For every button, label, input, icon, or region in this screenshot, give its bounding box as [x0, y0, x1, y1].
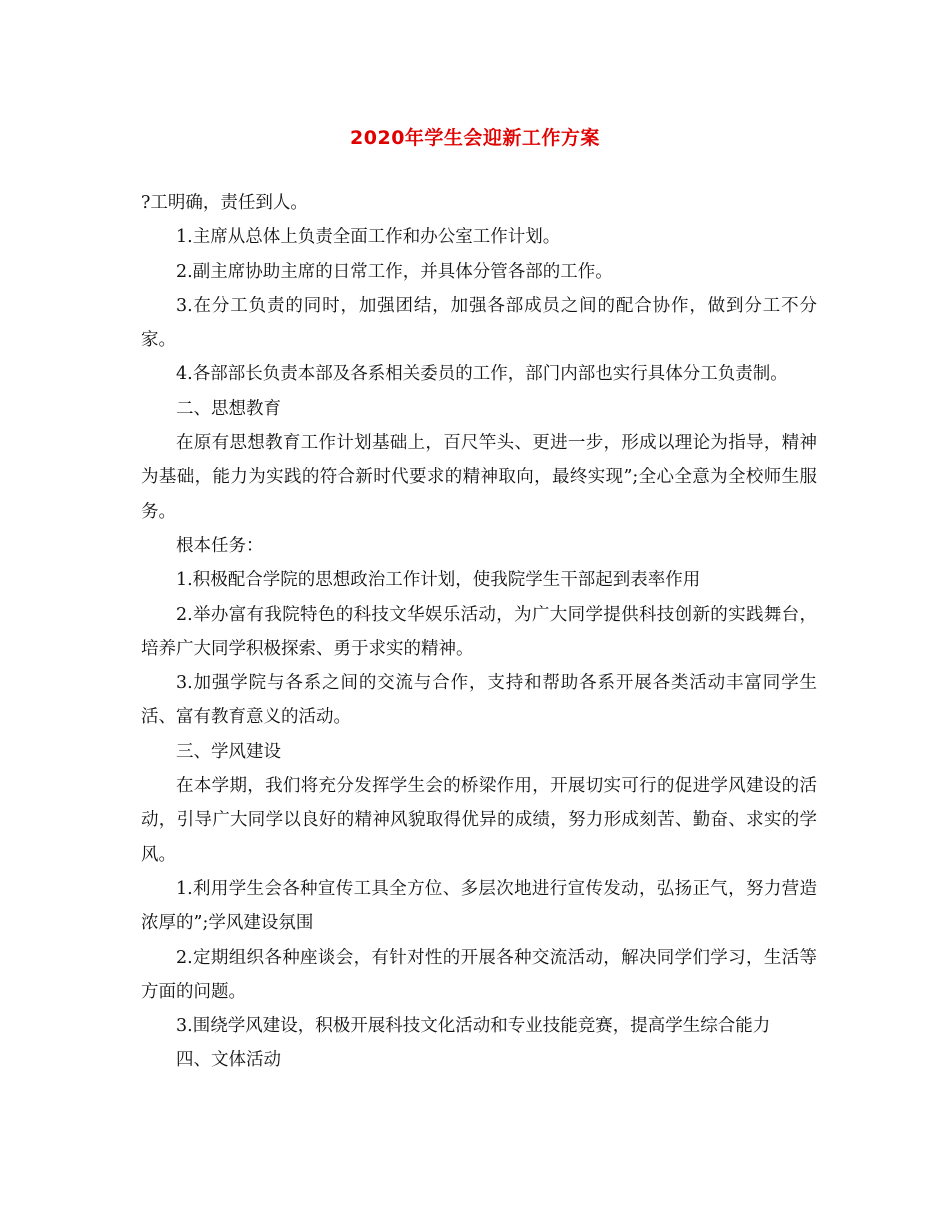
paragraph: 三、学风建设: [176, 741, 281, 762]
paragraph: 4.各部部长负责本部及各系相关委员的工作，部门内部也实行具体分工负责制。: [176, 364, 788, 385]
paragraph: 在本学期，我们将充分发挥学生会的桥梁作用，开展切实可行的促进学风建设的活动，引导广大同学以良好的精神风貌取得优异的成绩，努力形成刻苦、勤奋、求实的学风。: [141, 776, 817, 865]
paragraph: 1.主席从总体上负责全面工作和办公室工作计划。: [176, 227, 561, 248]
paragraph: 二、思想教育: [176, 398, 281, 419]
paragraph: 四、文体活动: [176, 1050, 281, 1071]
document-title: 2020年学生会迎新工作方案: [350, 127, 600, 149]
paragraph: 1.利用学生会各种宣传工具全方位、多层次地进行宣传发动，弘扬正气，努力营造浓厚的”;学风建设氛围: [141, 878, 817, 934]
paragraph: 2.副主席协助主席的日常工作，并具体分管各部的工作。: [176, 261, 613, 282]
paragraph: 2.举办富有我院特色的科技文华娱乐活动，为广大同学提供科技创新的实践舞台，培养广大同学积极探索、勇于求实的精神。: [141, 604, 817, 659]
paragraph: ?工明确，责任到人。: [141, 193, 308, 213]
paragraph: 根本任务：: [176, 535, 264, 556]
document-body: [141, 186, 817, 1078]
paragraph: 2.定期组织各种座谈会，有针对性的开展各种交流活动，解决同学们学习，生活等方面的问题。: [141, 947, 817, 1002]
paragraph: 3.加强学院与各系之间的交流与合作，支持和帮助各系开展各类活动丰富同学生活、富有教育意义的活动。: [141, 673, 817, 728]
paragraph: 1.积极配合学院的思想政治工作计划，使我院学生干部起到表率作用: [176, 570, 701, 591]
paragraph: 在原有思想教育工作计划基础上，百尺竿头、更进一步，形成以理论为指导，精神为基础，能力为实践的符合新时代要求的精神取向，最终实现”;全心全意为全校师生服务。: [141, 433, 817, 522]
paragraph: 3.围绕学风建设，积极开展科技文化活动和专业技能竞赛，提高学生综合能力: [176, 1016, 771, 1037]
paragraph: 3.在分工负责的同时，加强团结，加强各部成员之间的配合协作，做到分工不分家。: [141, 295, 817, 351]
